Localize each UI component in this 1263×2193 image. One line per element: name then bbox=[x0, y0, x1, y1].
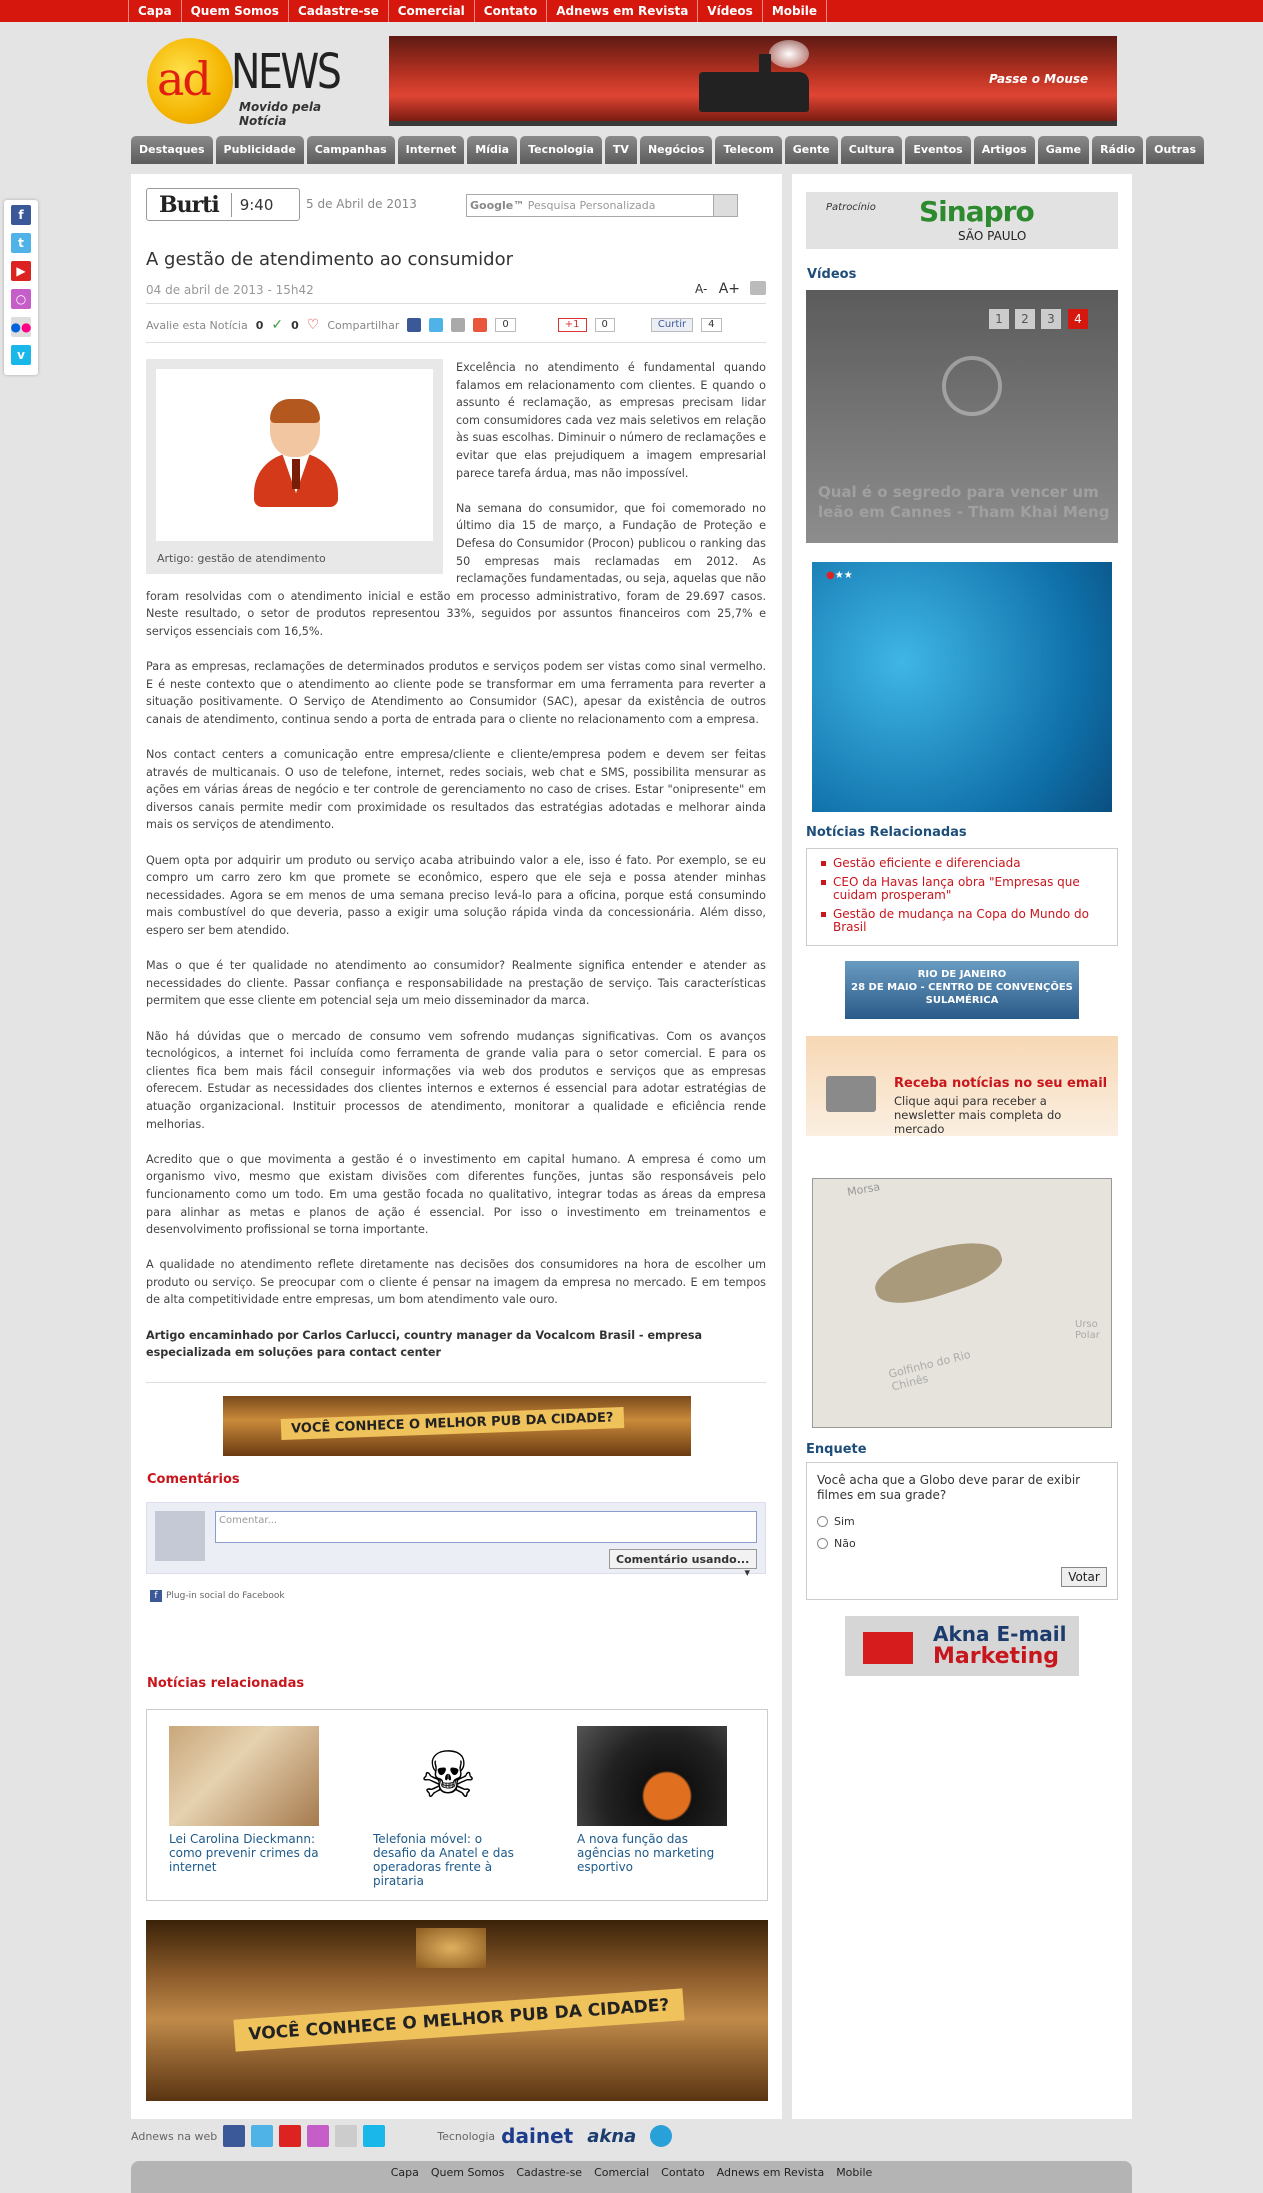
sidebar-related-header: Notícias Relacionadas bbox=[806, 825, 967, 840]
article-title: A gestão de atendimento ao consumidor bbox=[146, 249, 514, 270]
vimeo-icon[interactable]: v bbox=[11, 345, 31, 365]
video-title[interactable]: Qual é o segredo para vencer um leão em Cannes - Tham Khai Meng bbox=[818, 483, 1110, 521]
topnav-quem-somos[interactable]: Quem Somos bbox=[181, 0, 288, 22]
topnav-capa[interactable]: Capa bbox=[128, 0, 181, 22]
related-news-box bbox=[146, 1709, 768, 1901]
top-nav bbox=[128, 0, 827, 22]
twitter-icon[interactable] bbox=[251, 2125, 273, 2147]
share-twitter-icon[interactable] bbox=[429, 318, 443, 332]
article-paragraph: Não há dúvidas que o mercado de consumo vem sofrendo mudanças significativas. Com os avanços tecnológicos, a internet foi incluída como ferramenta de grande valia para o setor comercial. E para os clientes fica bem mais fácil conseguir informações via web dos produtos e serviços que as empresas oferecem. Estudar as necessidades dos clientes internos e externos é essencial para adotar estratégias de atuação organizacional. Instituir processos de atendimento, monitorar a qualidade e eficiência rende melhorias. bbox=[146, 1029, 766, 1131]
sponsor-box[interactable] bbox=[806, 192, 1118, 249]
vote-button[interactable]: Votar bbox=[1061, 1567, 1107, 1587]
newsletter-signup[interactable] bbox=[806, 1036, 1118, 1136]
comment-using-label: Comentário usando... bbox=[616, 1553, 750, 1566]
cat-eventos[interactable]: Eventos bbox=[905, 136, 970, 164]
thumbs-down-icon[interactable]: ♡ bbox=[306, 317, 320, 333]
footer-mobile[interactable]: Mobile bbox=[836, 2166, 873, 2179]
footer-cadastre-se[interactable]: Cadastre-se bbox=[516, 2166, 583, 2179]
rio-ad-line: 28 DE MAIO - CENTRO DE CONVENÇÕES bbox=[851, 982, 1073, 993]
sidebar-related-list bbox=[806, 848, 1118, 946]
comment-using-button[interactable] bbox=[609, 1549, 757, 1579]
article-paragraph: Nos contact centers a comunicação entre empresa/cliente e cliente/empresa podem e devem ser feitas através de multicanais. O uso de telefone, internet, redes sociais, web chat e SMS, possibilita mensurar as ações em várias áreas de negócio e ter controle de gerenciamento no caso de crises. Estar "onipresente" em diversos canais permite medir com proximidade os resultados das estratégias adotadas e melhorar ainda mais os serviços de atendimento. bbox=[146, 748, 766, 832]
related-link[interactable]: Lei Carolina Dieckmann: como prevenir crimes da internet bbox=[169, 1832, 319, 1874]
related-news-header: Notícias relacionadas bbox=[147, 1676, 305, 1691]
author-note: Artigo encaminhado por Carlos Carlucci, country manager da Vocalcom Brasil - empresa especializada em soluções para contact center bbox=[146, 1328, 703, 1360]
footer-contato[interactable]: Contato bbox=[661, 2166, 705, 2179]
train-icon bbox=[699, 72, 809, 112]
cat-game[interactable]: Game bbox=[1038, 136, 1089, 164]
envelope-icon bbox=[863, 1632, 913, 1664]
radio-icon[interactable] bbox=[817, 1516, 828, 1527]
top-banner-ad[interactable] bbox=[389, 36, 1117, 126]
topnav-mobile[interactable]: Mobile bbox=[762, 0, 827, 22]
banner-text: Passe o Mouse bbox=[989, 72, 1089, 86]
sinapro-logo: Sinapro bbox=[919, 195, 1034, 228]
cat-gente[interactable]: Gente bbox=[785, 136, 838, 164]
share-plus-icon[interactable] bbox=[473, 318, 487, 332]
newsletter-title[interactable]: Receba notícias no seu email bbox=[894, 1076, 1108, 1091]
poll-option-nao[interactable] bbox=[817, 1537, 856, 1550]
related-link[interactable]: A nova função das agências no marketing esportivo bbox=[577, 1832, 715, 1874]
video-page-1[interactable]: 1 bbox=[989, 309, 1009, 329]
facebook-plugin-label bbox=[150, 1590, 285, 1602]
dainet-logo[interactable]: dainet bbox=[501, 2124, 574, 2148]
cat-negocios[interactable]: Negócios bbox=[640, 136, 713, 164]
article-paragraph: Excelência no atendimento é fundamental quando falamos em relacionamento com clientes. E quando o assunto é reclamação, as empresas precisam lidar com consumidores cada vez mais seletivos em relação às suas escolhas. Diminuir o número de reclamações e evitar que elas prejudiquem a imagem empresarial parece tarefa árdua, mas não impossível. bbox=[456, 361, 766, 480]
bottom-nav bbox=[0, 2166, 1263, 2179]
facebook-icon[interactable]: f bbox=[11, 205, 31, 225]
rio-ad-line: SULAMÉRICA bbox=[925, 995, 999, 1006]
topnav-contato[interactable]: Contato bbox=[474, 0, 546, 22]
article-paragraph: Na semana do consumidor, que foi comemorado no último dia 15 de março, a Fundação de Proteção e Defesa do Consumidor (Procon) publicou o ranking das 50 empresas mais reclamadas em 2012. As reclamações fundamentadas, ou seja, aquelas que não foram resolvidas com o atendimento inicial e estão em processo administrativo, foram de 29.697 casos. Neste resultado, o setor de produtos representou 33%, seguidos por assuntos financeiros com 25,7% e serviços essenciais com 16,5%. bbox=[146, 501, 766, 638]
comments-header: Comentários bbox=[147, 1472, 240, 1487]
related-item[interactable] bbox=[169, 1726, 321, 1874]
side-social-bar bbox=[4, 200, 38, 375]
poll-option-label: Sim bbox=[834, 1515, 855, 1528]
cat-internet[interactable]: Internet bbox=[398, 136, 465, 164]
footer-web-label: Adnews na web bbox=[131, 2129, 218, 2143]
logo-ad: ad bbox=[157, 52, 210, 106]
pub-banner-text: VOCÊ CONHECE O MELHOR PUB DA CIDADE? bbox=[233, 1988, 684, 2051]
share-label: Compartilhar bbox=[327, 318, 400, 332]
plugin-text[interactable]: Plug-in social do Facebook bbox=[166, 1591, 285, 1601]
search-button[interactable] bbox=[713, 195, 737, 216]
akna-line2: Marketing bbox=[933, 1644, 1060, 1669]
map-label: Morsa bbox=[846, 1180, 882, 1199]
related-item[interactable] bbox=[577, 1726, 729, 1874]
facebook-comments-box bbox=[146, 1502, 766, 1579]
topnav-cadastre-se[interactable]: Cadastre-se bbox=[288, 0, 388, 22]
dolphin-icon bbox=[869, 1230, 1007, 1314]
font-increase-button[interactable]: A+ bbox=[718, 281, 741, 297]
divider bbox=[146, 342, 766, 343]
site-logo[interactable] bbox=[147, 34, 357, 126]
blue-banner-ad[interactable] bbox=[812, 562, 1112, 812]
related-thumb[interactable] bbox=[169, 1726, 319, 1826]
comment-input[interactable]: Comentar... bbox=[215, 1511, 757, 1543]
gplus-button[interactable]: +1 bbox=[558, 318, 587, 332]
video-page-4[interactable]: 4 bbox=[1068, 309, 1088, 329]
topnav-comercial[interactable]: Comercial bbox=[388, 0, 474, 22]
clock-time: 9:40 bbox=[239, 195, 274, 214]
map-label: Urso Polar bbox=[1075, 1319, 1100, 1341]
logo-tagline: Movido pela Notícia bbox=[239, 100, 322, 128]
image-caption: Artigo: gestão de atendimento bbox=[157, 552, 326, 565]
envelope-icon bbox=[826, 1076, 876, 1112]
article-paragraph: Quem opta por adquirir um produto ou serviço acaba atribuindo valor a ele, isso é fato. Por exemplo, se eu compro um carro zero km que promete se econômico, espero que ele seja e possa atender minhas necessidades. Agora se em menos de uma semana preciso levá-lo para a oficina, porque está consumindo mais combustível do que deveria, passo a exigir uma solução rápida vinda da concessionária. Além disso, espero ser bem atendido. bbox=[146, 853, 766, 937]
fb-like-button[interactable]: Curtir bbox=[651, 318, 693, 332]
akna-line1: Akna E-mail bbox=[933, 1622, 1067, 1646]
poll-option-label: Não bbox=[834, 1537, 856, 1550]
pub-banner-ad[interactable] bbox=[223, 1396, 691, 1456]
thumbs-up-icon[interactable]: ✓ bbox=[271, 317, 284, 333]
poll-header: Enquete bbox=[806, 1442, 867, 1457]
search-input[interactable] bbox=[470, 199, 656, 212]
share-facebook-icon[interactable] bbox=[407, 318, 421, 332]
akna-logo[interactable]: akna bbox=[587, 2125, 637, 2147]
facebook-icon: f bbox=[150, 1590, 162, 1602]
map-banner-ad[interactable] bbox=[812, 1178, 1112, 1428]
video-page-3[interactable]: 3 bbox=[1041, 309, 1061, 329]
cat-campanhas[interactable]: Campanhas bbox=[307, 136, 395, 164]
footer-social-row bbox=[131, 2124, 672, 2148]
logo-news: NEWS bbox=[231, 44, 340, 100]
article-paragraph: Mas o que é ter qualidade no atendimento ao consumidor? Realmente significa entender e atender as necessidades do cliente. Passar confiança e responsabilidade na prestação de serviço. Tais características permitem que esse cliente em potencial seja um meio disseminador da marca. bbox=[146, 959, 766, 1008]
video-page-2[interactable]: 2 bbox=[1015, 309, 1035, 329]
pub-banner-text: VOCÊ CONHECE O MELHOR PUB DA CIDADE? bbox=[281, 1407, 624, 1440]
newsletter-text[interactable]: Clique aqui para receber a newsletter mais completa do mercado bbox=[894, 1094, 1062, 1136]
facebook-icon[interactable] bbox=[223, 2125, 245, 2147]
fb-like-count: 4 bbox=[701, 318, 721, 332]
cat-destaques[interactable]: Destaques bbox=[131, 136, 213, 164]
topnav-videos[interactable]: Vídeos bbox=[697, 0, 762, 22]
cat-telecom[interactable]: Telecom bbox=[715, 136, 781, 164]
footer-tech-label: Tecnologia bbox=[437, 2129, 496, 2143]
footer-quem-somos[interactable]: Quem Somos bbox=[430, 2166, 505, 2179]
sidebar-related-link[interactable]: Gestão de mudança na Copa do Mundo do Brasil bbox=[821, 908, 1103, 934]
sidebar-related-link[interactable]: Gestão eficiente e diferenciada bbox=[821, 857, 1103, 870]
flickr-icon[interactable] bbox=[335, 2125, 357, 2147]
cat-midia[interactable]: Mídia bbox=[467, 136, 517, 164]
footer-comercial[interactable]: Comercial bbox=[594, 2166, 650, 2179]
font-size-controls bbox=[695, 281, 740, 297]
cat-artigos[interactable]: Artigos bbox=[974, 136, 1035, 164]
rate-share-row bbox=[146, 317, 722, 333]
video-player[interactable] bbox=[806, 290, 1118, 543]
orkut-icon[interactable] bbox=[307, 2125, 329, 2147]
article-paragraph: Acredito que o que movimenta a gestão é o investimento em capital humano. A empresa é como um organismo vivo, mesmo que existam divisões com diferentes funções, juntas são responsáveis pelo funcionamento como um todo. Em uma gestão focada no qualitativo, integrar todas as áreas da empresa para alinhar as metas e planos de ação é essencial. Por isso o investimento em treinamentos e desenvolvimento profissional se torna importante. bbox=[146, 1152, 766, 1237]
cat-tv[interactable]: TV bbox=[605, 136, 637, 164]
cat-cultura[interactable]: Cultura bbox=[841, 136, 903, 164]
category-nav bbox=[131, 136, 1204, 164]
google-logo: Google™ bbox=[470, 199, 525, 212]
divider bbox=[146, 1382, 766, 1383]
rate-label: Avalie esta Notícia bbox=[146, 318, 248, 332]
gplus-count: 0 bbox=[595, 318, 615, 332]
share-email-icon[interactable] bbox=[451, 318, 465, 332]
dislikes-count: 0 bbox=[291, 318, 299, 332]
map-label: Golfinho do Rio Chinês bbox=[887, 1347, 972, 1394]
rio-event-ad[interactable] bbox=[845, 961, 1079, 1019]
footer-revista[interactable]: Adnews em Revista bbox=[716, 2166, 825, 2179]
sponsor-label: Patrocínio bbox=[826, 202, 876, 213]
poll-question: Você acha que a Globo deve parar de exibir filmes em sua grade? bbox=[817, 1473, 1081, 1502]
footer-capa[interactable]: Capa bbox=[390, 2166, 419, 2179]
pub-banner-large-ad[interactable] bbox=[146, 1920, 768, 2101]
cat-outras[interactable]: Outras bbox=[1146, 136, 1204, 164]
article-body bbox=[146, 359, 766, 1379]
current-date: 5 de Abril de 2013 bbox=[306, 197, 417, 211]
radio-icon[interactable] bbox=[817, 1538, 828, 1549]
burti-logo: Burti bbox=[147, 193, 232, 217]
rio-ad-line: RIO DE JANEIRO bbox=[917, 969, 1007, 980]
vimeo-icon[interactable] bbox=[363, 2125, 385, 2147]
search-placeholder: Pesquisa Personalizada bbox=[527, 199, 656, 212]
slide-dots: ●★★ bbox=[826, 570, 853, 581]
chandelier-graphic bbox=[416, 1928, 486, 1968]
related-link[interactable]: Telefonia móvel: o desafio da Anatel e das operadoras frente à pirataria bbox=[373, 1832, 514, 1888]
share-count: 0 bbox=[495, 318, 515, 332]
sidebar-related-link[interactable]: CEO da Havas lança obra "Empresas que cuidam prosperam" bbox=[821, 876, 1103, 902]
cat-publicidade[interactable]: Publicidade bbox=[216, 136, 304, 164]
cat-radio[interactable]: Rádio bbox=[1092, 136, 1143, 164]
likes-count: 0 bbox=[255, 318, 264, 332]
play-icon[interactable] bbox=[942, 356, 1002, 416]
poll-option-sim[interactable] bbox=[817, 1515, 855, 1528]
poll-box bbox=[806, 1462, 1118, 1600]
divider bbox=[146, 303, 766, 304]
orkut-icon[interactable]: ○ bbox=[11, 289, 31, 309]
cat-tecnologia[interactable]: Tecnologia bbox=[520, 136, 602, 164]
related-thumb[interactable] bbox=[577, 1726, 727, 1826]
avatar bbox=[155, 1511, 205, 1561]
smoke-graphic bbox=[769, 40, 809, 68]
videos-header: Vídeos bbox=[807, 267, 857, 282]
image-spacer bbox=[146, 359, 456, 574]
youtube-icon[interactable] bbox=[279, 2125, 301, 2147]
article-paragraph: Para as empresas, reclamações de determinados produtos e serviços podem ser vistas como sinal vermelho. E é neste contexto que o atendimento ao cliente pode se transformar em uma ferramenta para reverter a situação positivamente. O Serviço de Atendimento ao Consumidor (SAC), apesar da existência de outros canais de atendimento, continua sendo a porta de entrada para o cliente no relacionamento com a empresa. bbox=[146, 660, 766, 726]
youtube-icon[interactable]: ▶ bbox=[11, 261, 31, 281]
twitter-icon[interactable]: t bbox=[11, 233, 31, 253]
print-icon[interactable] bbox=[750, 281, 766, 295]
partner-badge-icon[interactable] bbox=[650, 2125, 672, 2147]
skull-crossbones-icon[interactable]: ☠ bbox=[373, 1726, 523, 1826]
burti-clock bbox=[146, 188, 300, 221]
related-item[interactable] bbox=[373, 1726, 525, 1888]
article-pubdate: 04 de abril de 2013 - 15h42 bbox=[146, 283, 314, 297]
article-paragraph: A qualidade no atendimento reflete diretamente nas decisões dos consumidores na hora de escolher um produto ou serviço. Se preocupar com o cliente é pensar na imagem da empresa no mercado. E em tempos de alta competitividade entre empresas, um bom atendimento vale ouro. bbox=[146, 1258, 766, 1307]
topnav-revista[interactable]: Adnews em Revista bbox=[546, 0, 697, 22]
font-decrease-button[interactable]: A- bbox=[695, 282, 708, 296]
sponsor-city: SÃO PAULO bbox=[958, 229, 1027, 243]
akna-banner-ad[interactable] bbox=[845, 1616, 1079, 1676]
search-box[interactable] bbox=[466, 194, 738, 217]
chevron-down-icon: ▾ bbox=[744, 1566, 750, 1579]
flickr-icon[interactable]: ● ● bbox=[11, 317, 31, 337]
